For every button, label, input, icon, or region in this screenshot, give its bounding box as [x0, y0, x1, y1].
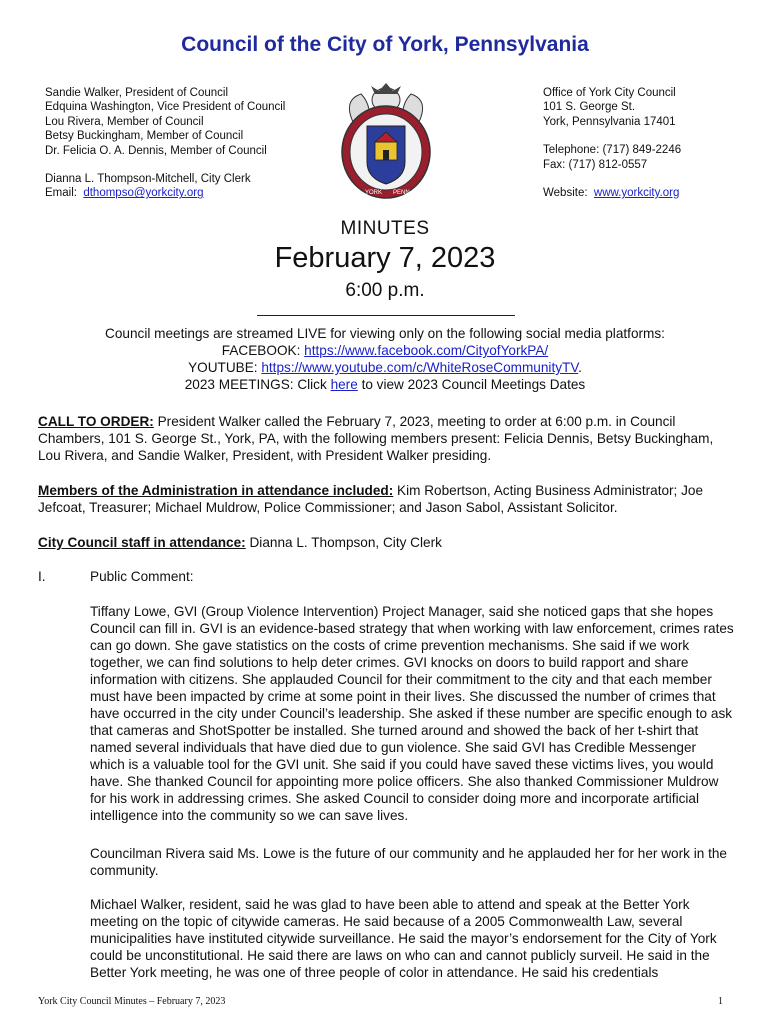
administration-text: Kim Robertson, Acting Business Administrator; Joe Jefcoat, Treasurer; Michael Muldrow, Police Commissioner; and Jason Sabol, Assistant Solicitor.: [38, 483, 704, 515]
youtube-end: .: [578, 360, 582, 375]
meetings-line: [0, 376, 770, 393]
city-seal-icon: [331, 80, 441, 206]
meetings-here-link[interactable]: here: [330, 377, 358, 392]
office-line: Office of York City Council: [543, 87, 676, 99]
email-line: [45, 186, 285, 200]
page-number: 1: [718, 996, 723, 1007]
office-line: 101 S. George St.: [543, 101, 636, 114]
clerk-line: Dianna L. Thompson-Mitchell, City Clerk: [45, 173, 251, 186]
footer-title: York City Council Minutes – February 7, 2023: [38, 996, 226, 1007]
streaming-intro: Council meetings are streamed LIVE for viewing only on the following social media platforms:: [105, 326, 665, 341]
divider: [257, 315, 515, 316]
website-label: Website:: [543, 187, 588, 200]
website-link[interactable]: www.yorkcity.org: [593, 187, 680, 200]
facebook-line: [0, 342, 770, 359]
member-line: Betsy Buckingham, Member of Council: [45, 130, 244, 143]
meeting-date: February 7, 2023: [274, 242, 496, 274]
email-link[interactable]: dthompso@yorkcity.org: [83, 187, 204, 200]
meeting-time: 6:00 p.m.: [345, 280, 425, 301]
call-to-order-paragraph: [38, 413, 732, 464]
youtube-line: [0, 359, 770, 376]
email-label: Email:: [45, 187, 77, 200]
facebook-label: FACEBOOK:: [221, 343, 301, 358]
meetings-post: to view 2023 Council Meetings Dates: [361, 377, 586, 392]
seal-text-right: PENN: [393, 190, 410, 196]
staff-text: Dianna L. Thompson, City Clerk: [249, 535, 442, 550]
member-line: Sandie Walker, President of Council: [45, 87, 229, 99]
telephone-line: Telephone: (717) 849-2246: [543, 144, 682, 157]
section-number: I.: [38, 569, 46, 584]
section-title: Public Comment:: [90, 569, 194, 584]
member-line: Dr. Felicia O. A. Dennis, Member of Council: [45, 144, 267, 157]
seal-text-left: YORK: [365, 190, 383, 196]
facebook-link[interactable]: https://www.facebook.com/CityofYorkPA/: [304, 343, 549, 358]
call-to-order-label: CALL TO ORDER:: [38, 414, 154, 429]
office-line: York, Pennsylvania 17401: [543, 115, 676, 128]
page-title: Council of the City of York, Pennsylvania: [181, 33, 589, 56]
call-to-order-text: President Walker called the February 7, 2023, meeting to order at 6:00 p.m. in Council Chambers, 101 S. George St., York, PA, with the following members present: Felicia Dennis, Betsy Buckingham, Lou Rivera, and Sandie Walker, President, with President Walker presiding.: [38, 414, 714, 463]
youtube-label: YOUTUBE:: [188, 360, 258, 375]
youtube-link[interactable]: https://www.youtube.com/c/WhiteRoseCommunityTV: [261, 360, 579, 375]
staff-paragraph: [38, 534, 732, 551]
meetings-pre: 2023 MEETINGS: Click: [184, 377, 327, 392]
streaming-info: [0, 325, 770, 393]
minutes-heading: MINUTES: [340, 218, 430, 239]
administration-paragraph: [38, 482, 732, 516]
website-line: [543, 186, 681, 200]
council-members-block: [45, 86, 285, 201]
public-comment-paragraph: Tiffany Lowe, GVI (Group Violence Intervention) Project Manager, said she noticed gaps that she hopes Council can fill in. GVI is an evidence-based strategy that when working with law enforcement, crimes rates can go down. She gave statistics on the costs of crime prevention mechanisms. She said if we work together, we can find solutions to help deter crimes. GVI knocks on doors to build rapport and share information with citizens. She applauded Council for their commitment to the city and that each member must have been impacted by crime at some point in their lives. She discussed the number of crimes that have occurred in the city under Council’s leadership. She asked if these number are specific enough to ask that cameras and ShotSpotter be installed. She turned around and showed the back of her t-shirt that named several individuals that have died due to gun violence. She said GVI has Credible Messenger which is a valuable tool for the GVI unit. She said if you could have saved these victims lives, you would have. She thanked Council for appointing more police officers. She also thanked Commissioner Muldrow for his work in addressing crimes. She asked Council to consider doing more and incorporate artificial intelligence into the community so we can save lives.: [90, 604, 734, 823]
public-comment-paragraph: Michael Walker, resident, said he was glad to have been able to attend and speak at the Better York meeting on the topic of citywide cameras. He said because of a 2005 Commonwealth Law, several municipalities have instituted citywide surveillance. He said the mayor’s endorsement for the City of York could be unconstitutional. He said there are laws on who can and cannot publicly surveil. He said in the Better York meeting, he was one of three people of color in attendance. He said his credentials: [90, 897, 717, 980]
fax-line: Fax: (717) 812-0557: [543, 158, 648, 171]
public-comment-paragraph: Councilman Rivera said Ms. Lowe is the future of our community and he applauded her for her work in the community.: [90, 846, 727, 878]
staff-label: City Council staff in attendance:: [38, 535, 246, 550]
administration-label: Members of the Administration in attendance included:: [38, 483, 394, 498]
office-contact-block: [543, 86, 681, 200]
member-line: Lou Rivera, Member of Council: [45, 115, 204, 128]
member-line: Edquina Washington, Vice President of Council: [45, 101, 286, 114]
